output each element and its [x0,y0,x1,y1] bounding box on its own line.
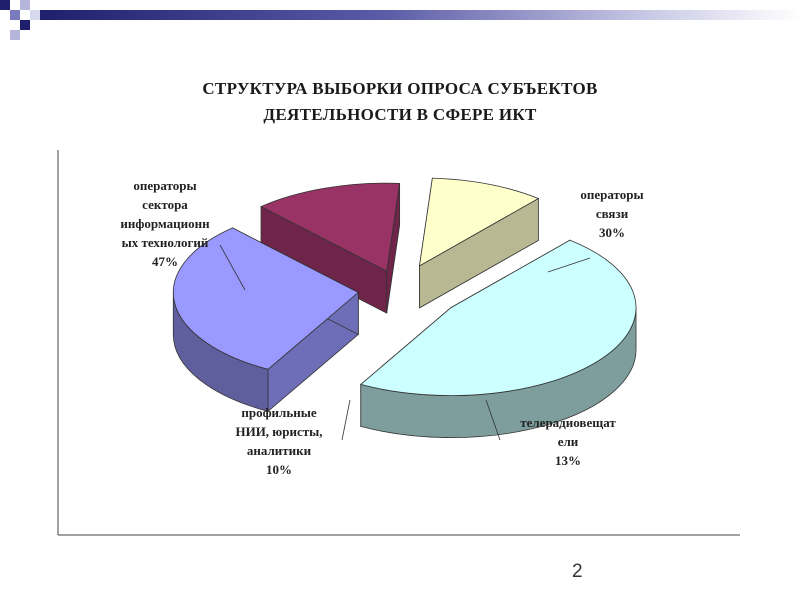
slide-number: 2 [572,561,583,582]
slice-label-3 [235,400,350,477]
pie-slice-0 [361,240,636,437]
slice-label-line: 10% [266,462,292,477]
slice-label-line: ых технологий [121,235,209,250]
pie-slices [173,178,636,437]
slice-label-line: телерадиовещат [520,415,616,430]
chart-title-line-2: ДЕЯТЕЛЬНОСТИ В СФЕРЕ ИКТ [263,105,537,124]
slice-label-line: ели [557,434,579,449]
slice-label-line: профильные [241,405,317,420]
slice-label-line: 47% [152,254,178,269]
leader-line [342,400,350,440]
slice-label-line: НИИ, юристы, [235,424,323,439]
slice-label-line: операторы [133,178,197,193]
slice-label-line: связи [595,206,629,221]
slice-label-line: операторы [580,187,644,202]
chart-title-line-1: СТРУКТУРА ВЫБОРКИ ОПРОСА СУБЪЕКТОВ [202,79,598,98]
slice-label-line: 13% [555,453,581,468]
slice-label-line: аналитики [246,443,312,458]
slice-label-line: информационн [120,216,210,231]
slice-label-line: 30% [599,225,625,240]
slice-label-line: сектора [142,197,188,212]
